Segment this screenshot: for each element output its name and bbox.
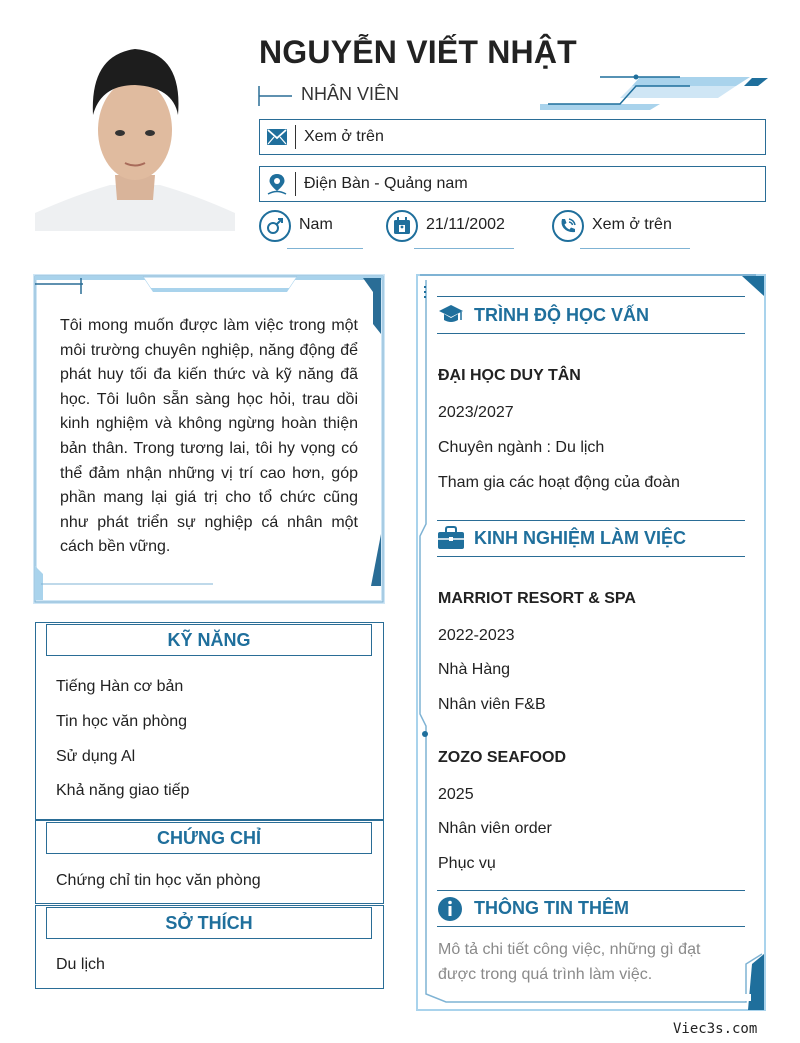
experience-title: KINH NGHIỆM LÀM VIỆC (474, 528, 687, 548)
skill-item: Tin học văn phòng (56, 713, 188, 730)
certificate-item: Chứng chỉ tin học văn phòng (56, 872, 261, 889)
briefcase-icon (437, 526, 465, 555)
education-major: Chuyên ngành : Du lịch (438, 439, 605, 456)
profile-photo (35, 35, 235, 231)
gender-icon (259, 210, 291, 242)
education-activity: Tham gia các hoạt động của đoàn (438, 474, 680, 491)
job-position: Nhân viên F&B (438, 696, 546, 713)
extra-info-text: Mô tả chi tiết công việc, những gì đạt được trong quá trình làm việc. (438, 941, 701, 983)
job-period: 2022-2023 (438, 627, 515, 644)
address-value: Điện Bàn - Quảng nam (304, 175, 468, 192)
phone-icon (552, 210, 584, 242)
hobby-item: Du lịch (56, 956, 105, 973)
job-department: Nhân viên order (438, 820, 552, 837)
info-icon (437, 896, 463, 927)
phone-info (552, 210, 692, 250)
gender-value: Nam (299, 216, 333, 233)
education-period: 2023/2027 (438, 404, 514, 421)
job-position: Phục vụ (438, 855, 496, 872)
hobbies-title: SỞ THÍCH (46, 907, 372, 939)
skill-item: Sử dụng Al (56, 748, 136, 765)
skill-item: Tiếng Hàn cơ bản (56, 678, 184, 695)
career-objective: Tôi mong muốn được làm việc trong một môi trường chuyên nghiệp, năng động để phát huy tối đa kiến thức và kỹ năng đã học. Tôi luôn sẵn sàng học hỏi, trau dồi kinh nghiệm và không ngừng hoàn thiện bản thân. Trong tương lai, tôi hy vọng có thể đảm nhận những vị trí cao hơn, góp phần mang lại giá trị cho tổ chức cũng như phát triển sự nghiệp cá nhân một cách bền vững. (60, 317, 358, 556)
job-period: 2025 (438, 786, 474, 803)
job-role: NHÂN VIÊN (301, 84, 400, 104)
graduation-cap-icon (438, 303, 464, 332)
mail-icon (260, 120, 294, 154)
circuit-decoration (540, 74, 770, 114)
footer-watermark: Viec3s.com (673, 1021, 758, 1037)
location-pin-icon (260, 167, 294, 201)
certificates-title: CHỨNG CHỈ (46, 822, 372, 854)
skills-title: KỸ NĂNG (46, 624, 372, 656)
candidate-name: NGUYỄN VIẾT NHẬT (259, 34, 577, 70)
calendar-icon (386, 210, 418, 242)
extra-info-title: THÔNG TIN THÊM (474, 898, 629, 918)
birthday-info (386, 210, 516, 250)
school-name: ĐẠI HỌC DUY TÂN (438, 367, 581, 384)
address-field (259, 166, 766, 202)
phone-value: Xem ở trên (592, 216, 672, 233)
email-field (259, 119, 766, 155)
email-value: Xem ở trên (304, 128, 384, 145)
gender-info (259, 210, 369, 250)
job-department: Nhà Hàng (438, 661, 511, 678)
job-company: ZOZO SEAFOOD (438, 749, 566, 766)
job-company: MARRIOT RESORT & SPA (438, 590, 636, 607)
skill-item: Khả năng giao tiếp (56, 782, 190, 799)
birthday-value: 21/11/2002 (426, 216, 505, 233)
education-title: TRÌNH ĐỘ HỌC VẤN (474, 305, 649, 325)
role-line-decoration (258, 86, 298, 106)
